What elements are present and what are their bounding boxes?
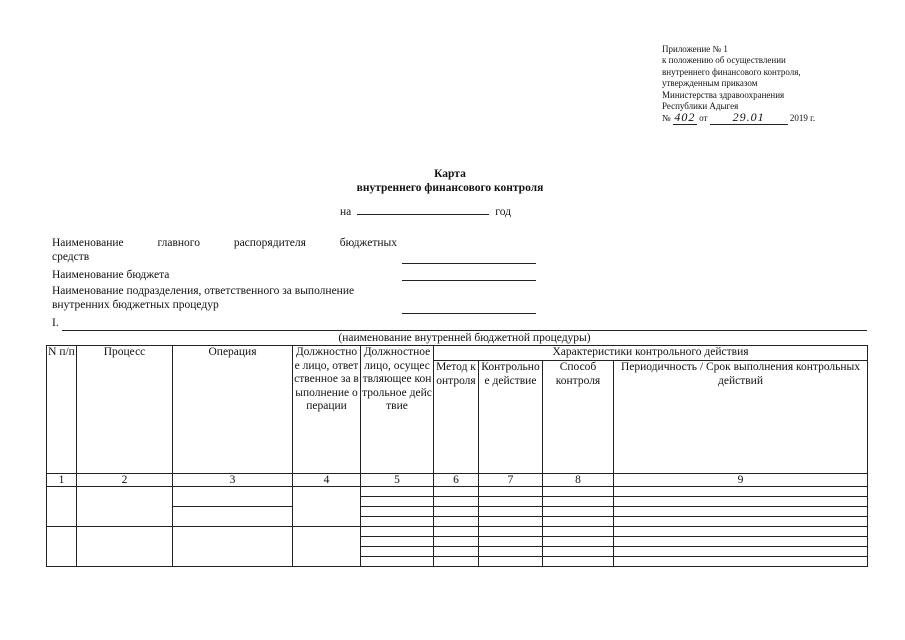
- cell[interactable]: [479, 487, 543, 497]
- cell[interactable]: [614, 547, 868, 557]
- annex-line: Республики Адыгея: [662, 101, 739, 112]
- annex-line: Министерства здравоохранения: [662, 89, 785, 100]
- field-budget-line: [402, 280, 536, 281]
- cell[interactable]: [614, 557, 868, 567]
- title-line-2: внутреннего финансового контроля: [356, 182, 544, 194]
- cell[interactable]: [434, 487, 479, 497]
- year-suffix: год: [495, 206, 511, 218]
- column-number: 8: [543, 474, 614, 487]
- annex-order-line: [662, 112, 897, 124]
- cell[interactable]: [479, 497, 543, 507]
- annex-block: [662, 44, 897, 125]
- cell[interactable]: [434, 507, 479, 517]
- order-no-label: №: [662, 113, 671, 124]
- field-main-manager: [52, 236, 397, 264]
- field-subdivision-line: [402, 313, 536, 314]
- cell[interactable]: [543, 527, 614, 537]
- cell[interactable]: [361, 517, 434, 527]
- annex-line: внутреннего финансового контроля,: [662, 66, 801, 77]
- column-number: 6: [434, 474, 479, 487]
- header-control-official: Должностное лицо, осуществляющее контрольное действие: [361, 346, 434, 474]
- cell[interactable]: [614, 507, 868, 517]
- column-number: 5: [361, 474, 434, 487]
- header-characteristics: Характеристики контрольного действия: [434, 346, 868, 361]
- annex-line: к положению об осуществлении: [662, 55, 786, 66]
- field-budget-label: Наименование бюджета: [52, 269, 170, 281]
- cell[interactable]: [361, 537, 434, 547]
- field-subdivision-label-2: внутренних бюджетных процедур: [52, 299, 219, 311]
- cell-official[interactable]: [293, 527, 361, 567]
- table-row: [47, 487, 868, 497]
- cell[interactable]: [434, 557, 479, 567]
- cell[interactable]: [479, 557, 543, 567]
- cell[interactable]: [434, 497, 479, 507]
- field-main-manager-line: [402, 263, 536, 264]
- cell[interactable]: [361, 547, 434, 557]
- order-number: 402: [674, 110, 696, 125]
- section-number: I.: [52, 317, 59, 329]
- document-title: [300, 167, 600, 195]
- cell[interactable]: [614, 517, 868, 527]
- cell[interactable]: [361, 487, 434, 497]
- cell[interactable]: [479, 517, 543, 527]
- annex-line: утвержденным приказом: [662, 78, 758, 89]
- header-operation: Операция: [173, 346, 293, 474]
- word: главного: [157, 237, 200, 249]
- header-control-action: Контрольное действие: [479, 361, 543, 474]
- cell[interactable]: [361, 497, 434, 507]
- column-number: 4: [293, 474, 361, 487]
- section-caption: (наименование внутренней бюджетной процедуры): [338, 332, 591, 344]
- word: Наименование: [52, 237, 124, 249]
- word: распорядителя: [233, 237, 306, 249]
- cell[interactable]: [543, 547, 614, 557]
- cell[interactable]: [479, 547, 543, 557]
- cell[interactable]: [543, 497, 614, 507]
- header-official: Должностное лицо, ответственное за выполнение операции: [293, 346, 361, 474]
- column-numbers-row: [47, 474, 868, 487]
- annex-line: Приложение № 1: [662, 44, 728, 54]
- header-process: Процесс: [77, 346, 173, 474]
- cell-n[interactable]: [47, 487, 77, 527]
- header-n: N п/п: [47, 346, 77, 474]
- header-control-way: Способ контроля: [543, 361, 614, 474]
- field-main-manager-label: [52, 236, 397, 250]
- cell[interactable]: [543, 487, 614, 497]
- cell[interactable]: [543, 557, 614, 567]
- field-main-manager-label-2: средств: [52, 251, 90, 263]
- cell-process[interactable]: [77, 527, 173, 567]
- cell-official[interactable]: [293, 487, 361, 527]
- cell[interactable]: [361, 507, 434, 517]
- word: бюджетных: [339, 237, 397, 249]
- control-map-table: [46, 345, 868, 567]
- column-number: 7: [479, 474, 543, 487]
- header-periodicity: Периодичность / Срок выполнения контрольных действий: [614, 361, 868, 474]
- table-row: [47, 527, 868, 537]
- field-subdivision-label-1: Наименование подразделения, ответственного за выполнение: [52, 285, 355, 297]
- cell-operation[interactable]: [173, 507, 293, 527]
- cell[interactable]: [361, 557, 434, 567]
- cell[interactable]: [614, 537, 868, 547]
- cell[interactable]: [434, 517, 479, 527]
- year-blank: [357, 204, 489, 215]
- year-line: [340, 204, 511, 218]
- order-from-label: от: [699, 113, 708, 124]
- cell[interactable]: [434, 547, 479, 557]
- year-prefix: на: [340, 206, 352, 218]
- cell[interactable]: [434, 537, 479, 547]
- cell[interactable]: [614, 497, 868, 507]
- cell[interactable]: [479, 507, 543, 517]
- cell[interactable]: [614, 527, 868, 537]
- cell[interactable]: [479, 537, 543, 547]
- cell[interactable]: [361, 527, 434, 537]
- cell-n[interactable]: [47, 527, 77, 567]
- cell[interactable]: [479, 527, 543, 537]
- section-name-line: [62, 330, 867, 331]
- title-line-1: Карта: [434, 168, 466, 180]
- order-year: 2019 г.: [789, 113, 816, 124]
- cell[interactable]: [543, 507, 614, 517]
- cell[interactable]: [614, 487, 868, 497]
- column-number: 2: [77, 474, 173, 487]
- cell[interactable]: [543, 517, 614, 527]
- column-number: 3: [173, 474, 293, 487]
- order-date: 29.01: [710, 112, 788, 124]
- cell[interactable]: [434, 527, 479, 537]
- field-subdivision: [52, 284, 422, 312]
- cell-operation[interactable]: [173, 487, 293, 507]
- cell[interactable]: [543, 537, 614, 547]
- header-method: Метод контроля: [434, 361, 479, 474]
- cell-process[interactable]: [77, 487, 173, 527]
- cell-operation[interactable]: [173, 527, 293, 567]
- column-number: 9: [614, 474, 868, 487]
- column-number: 1: [47, 474, 77, 487]
